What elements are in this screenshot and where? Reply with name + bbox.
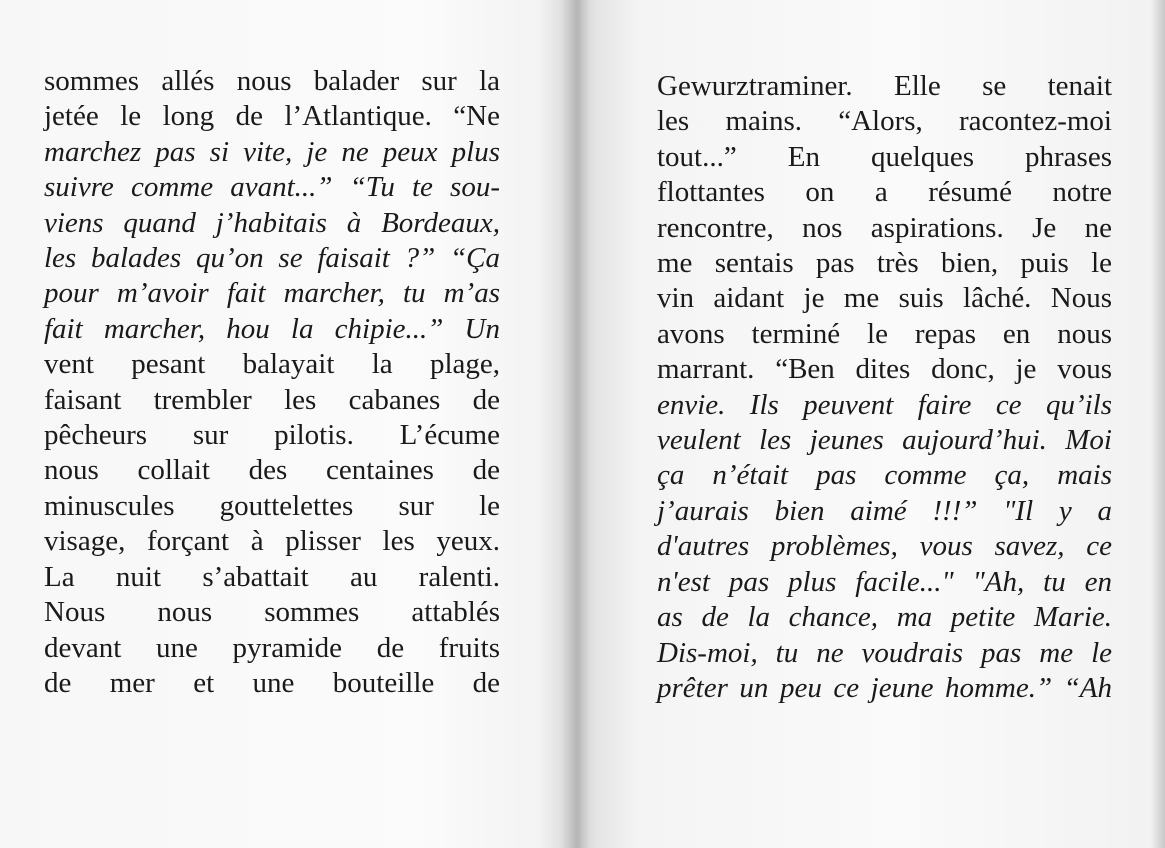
- right-line-6: me sentais pas très bien, puis le: [657, 247, 1112, 280]
- left-line-9: vent pesant balayait la plage,: [44, 348, 500, 381]
- right-line-15: n'est pas plus facile..." "Ah, tu en: [657, 565, 1112, 598]
- left-page-text: [44, 64, 500, 701]
- right-line-12: ça n’était pas comme ça, mais: [657, 459, 1112, 492]
- left-line-3: marchez pas si vite, je ne peux plus: [44, 135, 500, 168]
- right-line-9: marrant. “Ben dites donc, je vous: [657, 353, 1112, 386]
- left-line-2: jetée le long de l’Atlantique. “Ne: [44, 100, 500, 133]
- gutter-shadow: [560, 0, 596, 848]
- left-line-17: devant une pyramide de fruits: [44, 631, 500, 664]
- left-line-6: les balades qu’on se faisait ?” “Ça: [44, 242, 500, 275]
- left-line-1: sommes allés nous balader sur la: [44, 65, 500, 97]
- right-line-8: avons terminé le repas en nous: [657, 317, 1112, 350]
- right-line-7: vin aidant je me suis lâché. Nous: [657, 282, 1112, 315]
- right-line-5: rencontre, nos aspirations. Je ne: [657, 211, 1112, 244]
- left-line-13: minuscules gouttelettes sur le: [44, 489, 500, 522]
- right-line-13: j’aurais bien aimé !!!” "Il y a: [657, 494, 1112, 527]
- left-line-7: pour m’avoir fait marcher, tu m’as: [44, 277, 500, 310]
- right-page-text: [657, 69, 1112, 706]
- left-line-16: Nous nous sommes attablés: [44, 596, 500, 629]
- right-line-14: d'autres problèmes, vous savez, ce: [657, 530, 1112, 563]
- right-line-1: Gewurztraminer. Elle se tenait: [657, 70, 1112, 102]
- right-line-3: tout...” En quelques phrases: [657, 140, 1112, 173]
- left-line-4: suivre comme avant...” “Tu te sou-: [44, 171, 500, 204]
- right-line-2: les mains. “Alors, racontez-moi: [657, 105, 1112, 138]
- right-line-10: envie. Ils peuvent faire ce qu’ils: [657, 388, 1112, 421]
- left-line-14: visage, forçant à plisser les yeux.: [44, 525, 500, 558]
- right-line-11: veulent les jeunes aujourd’hui. Moi: [657, 424, 1112, 457]
- left-line-12: nous collait des centaines de: [44, 454, 500, 487]
- left-line-11: pêcheurs sur pilotis. L’écume: [44, 419, 500, 452]
- left-line-5: viens quand j’habitais à Bordeaux,: [44, 206, 500, 239]
- right-line-18: prêter un peu ce jeune homme.” “Ah: [657, 671, 1112, 704]
- left-line-8: fait marcher, hou la chipie...” Un: [44, 312, 500, 345]
- right-line-16: as de la chance, ma petite Marie.: [657, 601, 1112, 634]
- left-line-18: de mer et une bouteille de: [44, 666, 500, 699]
- right-line-4: flottantes on a résumé notre: [657, 176, 1112, 209]
- left-line-15: La nuit s’abattait au ralenti.: [44, 560, 500, 593]
- right-line-17: Dis-moi, tu ne voudrais pas me le: [657, 636, 1112, 669]
- page-edge-shadow: [1151, 0, 1165, 848]
- left-line-10: faisant trembler les cabanes de: [44, 383, 500, 416]
